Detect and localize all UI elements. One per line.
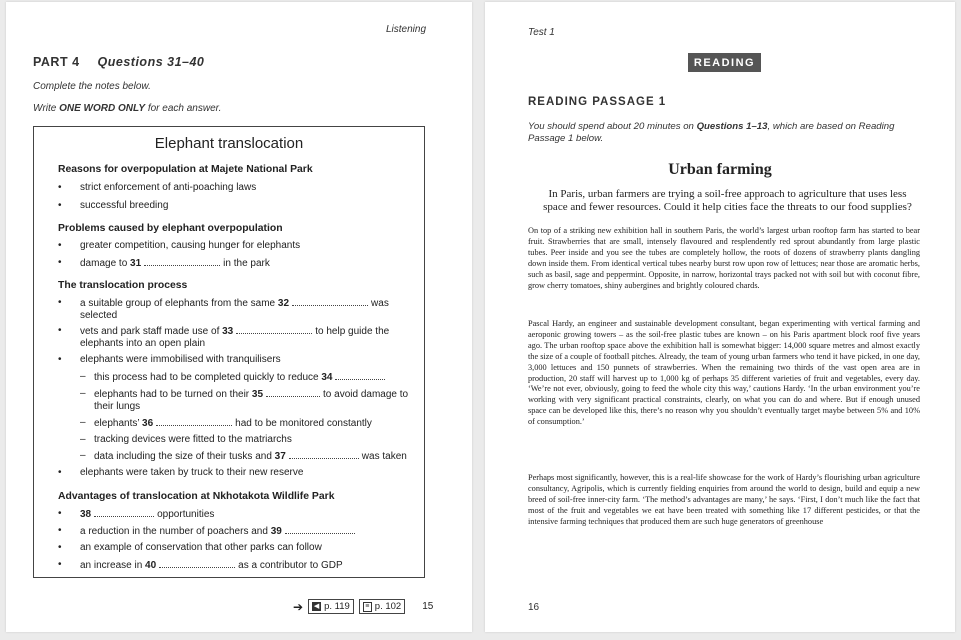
section-heading: Reasons for overpopulation at Majete National Park xyxy=(58,164,313,175)
section-heading: Advantages of translocation at Nkhotakota Wildlife Park xyxy=(58,491,335,502)
answer-gap[interactable] xyxy=(156,417,232,426)
question-number: 33 xyxy=(222,326,234,337)
answer-gap[interactable] xyxy=(159,559,235,568)
audio-icon: ◀ xyxy=(313,603,320,610)
page-number: 15 xyxy=(422,601,434,612)
questions-label: Questions 31–40 xyxy=(97,55,205,69)
page-footer xyxy=(293,599,433,614)
answer-gap[interactable] xyxy=(292,297,368,306)
question-number: 32 xyxy=(277,298,290,309)
left-page xyxy=(6,2,472,632)
question-number: 35 xyxy=(251,389,264,400)
question-number: 40 xyxy=(145,560,157,571)
section-header: Listening xyxy=(386,24,427,35)
answer-gap[interactable] xyxy=(236,325,312,334)
question-number: 36 xyxy=(142,418,154,429)
article-paragraph: Perhaps most significantly, however, this is a real-life showcase for the work of Hardy’s flourishing urban agriculture consultancy, Agripolis, which is currently fielding enquiries from around the world to design, build and equip a new breed of soil-free inner-city farm. ‘The method’s advantages are many,’ he says. ‘First, I don’t much like the fact that most of the fruit and vegetables we eat have been treated with something like 17 different pesticides, or that the intensive farming techniques that produced them are such huge generators of greenhouse xyxy=(528,473,920,526)
question-number: 38 xyxy=(80,509,92,520)
notes-box: Elephant translocation Reasons for overpopulation at Majete National Park • strict enforcement of anti-poaching laws • successful breeding Problems caused by elephant overpopulation • greater competition, causing hunger for elephants • damage to 31 in the park The translocation process • a suitable group of elephants from the same 32 was selected • vets and park staff made use of 33 to help guide the elephants into an open plain • elephants were immobilised with tranquilisers – this process had to be completed quickly to reduce 34 – elephants had to be turned on their 35 to avoid damage to their lungs – elephants’ 36 had to be monitored constantly – tracking devices were fitted to the matriarchs – data including the size of their tusks and 37 was taken • elephants were taken by truck to their new reserve Advantages of translocation at Nkhotakota Wildlife Park • 38 opportunities • a reduction in the number of poachers and 39 • an example of conservation that other parks can follow • an increase in 40 as a contributor to GDP xyxy=(33,126,425,578)
answer-gap[interactable] xyxy=(266,388,320,397)
reading-badge: READING xyxy=(688,53,761,72)
notes-title: Elephant translocation xyxy=(154,135,304,152)
instruction-1: Complete the notes below. xyxy=(33,81,151,92)
right-page xyxy=(485,2,955,632)
passage-heading: READING PASSAGE 1 xyxy=(528,96,667,108)
part-heading xyxy=(33,55,204,69)
arrow-right-icon: ➔ xyxy=(293,599,304,614)
question-number: 37 xyxy=(274,451,286,462)
question-number: 34 xyxy=(321,372,333,383)
article-paragraph: On top of a striking new exhibition hall in southern Paris, the world’s largest urban rooftop farm has started to bear fruit. Strawberries that are small, intensely flavoured and resplendently red sprout abundantly from large plastic tubes. Peer inside and you see the tubes are completely hollow, the roots of dozens of strawberry plants dangling down inside them. From identical vertical tubes nearby burst row upon row of lettuces; near those are aromatic herbs, such as basil, sage and peppermint. Opposite, in narrow, horizontal trays packed not with soil but with coconut fibre, grow cherry tomatoes, shiny aubergines and brightly coloured chards. xyxy=(528,226,920,290)
section-heading: The translocation process xyxy=(58,280,188,291)
section-heading: Problems caused by elephant overpopulation xyxy=(58,223,283,234)
article-paragraph: Pascal Hardy, an engineer and sustainable development consultant, began experimenting with vertical farming and aeroponic growing towers – as the soil-free plastic tubes are known – on his Paris apartment block roof five years ago. The urban rooftop space above the exhibition hall is somewhat bigger: 14,000 square metres and almost exactly the size of a couple of football pitches. Already, the team of young urban farmers who tend it have picked, in one day, 3,000 lettuces and 150 punnets of strawberries. When the remaining two thirds of the vast open area are in production, 20 staff will harvest up to 1,000 kg of perhaps 35 different varieties of fruit and vegetables, every day. ‘We’re not ever, obviously, going to feed the whole city this way,’ cautions Hardy. ‘In the urban environment you’re working with very significant practical constraints, clearly, on what you can do and where. But if enough unused space can be developed like this, there’s no reason why you shouldn’t eventually target maybe between 5% and 10% of consumption.’ xyxy=(528,319,920,427)
answer-gap[interactable] xyxy=(94,508,154,517)
question-number: 31 xyxy=(130,258,142,269)
page-number: 16 xyxy=(528,602,540,613)
test-header: Test 1 xyxy=(528,27,555,38)
audio-page-reference[interactable]: ◀ p. 119 xyxy=(308,599,354,614)
instruction-2: Write ONE WORD ONLY for each answer. xyxy=(33,103,222,114)
answer-gap[interactable] xyxy=(285,525,355,534)
article-title: Urban farming xyxy=(668,161,772,178)
answer-gap[interactable] xyxy=(144,257,220,266)
script-page-reference[interactable]: ≡ p. 102 xyxy=(359,599,405,614)
answer-gap[interactable] xyxy=(335,371,385,380)
article-lead: In Paris, urban farmers are trying a soil-free approach to agriculture that uses less space and fewer resources. Could it help cities face the threats to our food supplies? xyxy=(543,188,912,213)
time-instruction: You should spend about 20 minutes on Questions 1–13, which are based on Reading Passage 1 below. xyxy=(528,121,895,144)
document-icon: ≡ xyxy=(363,602,372,612)
answer-gap[interactable] xyxy=(289,450,359,459)
part-label: PART 4 xyxy=(33,55,80,69)
question-number: 39 xyxy=(270,526,282,537)
